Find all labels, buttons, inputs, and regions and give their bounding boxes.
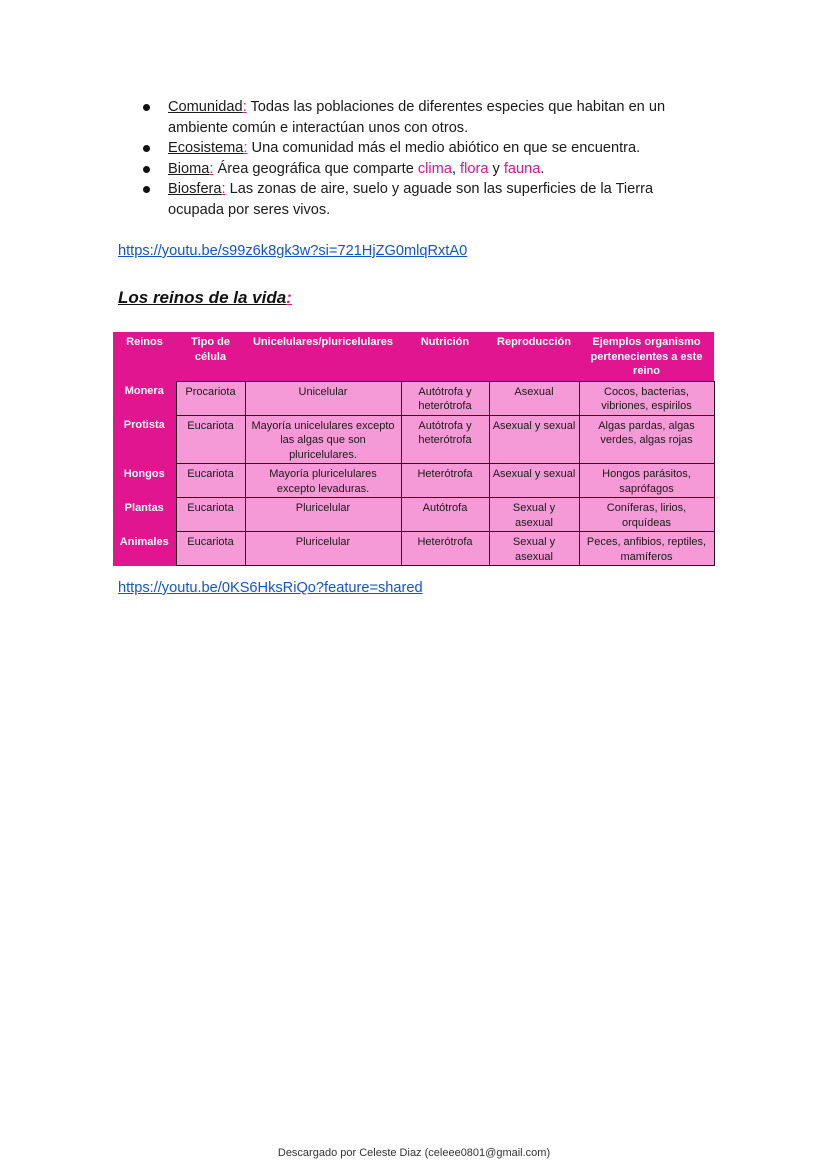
table-cell: Peces, anfibios, reptiles, mamíferos — [579, 532, 714, 566]
table-cell: Eucariota — [176, 464, 245, 498]
header-ejemplos: Ejemplos organismo pertenecientes a este reino — [579, 332, 714, 381]
bullet-icon — [143, 166, 150, 173]
definition-text: Área geográfica que comparte — [213, 160, 418, 177]
table-cell: Eucariota — [176, 415, 245, 464]
bullet-icon — [143, 186, 150, 193]
table-cell: Eucariota — [176, 498, 245, 532]
list-item — [118, 179, 698, 220]
header-tipo-celula: Tipo de célula — [176, 332, 245, 381]
term-colon: : — [242, 99, 247, 115]
table-cell: Asexual — [489, 381, 579, 415]
word-clima: clima — [417, 160, 452, 177]
table-cell: Procariota — [176, 381, 245, 415]
table-cell: Eucariota — [176, 532, 245, 566]
term-bioma: Bioma — [168, 160, 210, 177]
header-reinos: Reinos — [113, 332, 176, 381]
table-header-row — [113, 332, 714, 381]
table-cell: Unicelular — [245, 381, 401, 415]
table-cell: Hongos parásitos, saprófagos — [579, 464, 714, 498]
header-nutricion: Nutrición — [401, 332, 489, 381]
header-unicelulares: Unicelulares/pluricelulares — [245, 332, 401, 381]
table-cell: Asexual y sexual — [489, 415, 579, 464]
download-footer: Descargado por Celeste Diaz (celeee0801@gmail.com) — [277, 1147, 551, 1159]
list-item — [118, 138, 698, 159]
table-cell: Autótrofa — [401, 498, 489, 532]
term-colon: : — [243, 140, 248, 156]
table-cell: Heterótrofa — [401, 464, 489, 498]
heading-text: Los reinos de la vida — [118, 288, 287, 307]
table-cell: Algas pardas, algas verdes, algas rojas — [579, 415, 714, 464]
definition-text: Una comunidad más el medio abiótico en que se encuentra. — [247, 140, 641, 156]
kingdoms-table — [113, 332, 715, 566]
section-heading — [118, 288, 292, 308]
definition-text: Todas las poblaciones de diferentes especies que habitan en un ambiente común e interactúan unos con otros. — [168, 99, 666, 136]
word-fauna: fauna — [503, 160, 541, 177]
youtube-link-1[interactable]: https://youtu.be/s99z6k8gk3w?si=721HjZG0mlqRxtA0 — [118, 243, 468, 259]
definition-text: Las zonas de aire, suelo y aguade son las superficies de la Tierra ocupada por seres vivos. — [168, 181, 654, 218]
table-cell: Autótrofa y heterótrofa — [401, 415, 489, 464]
list-item — [118, 159, 698, 180]
youtube-link-2[interactable]: https://youtu.be/0KS6HksRiQo?feature=shared — [118, 580, 423, 596]
table-cell: Mayoría pluricelulares excepto levaduras. — [245, 464, 401, 498]
row-label: Hongos — [113, 464, 176, 498]
table-cell: Mayoría unicelulares excepto las algas que son pluricelulares. — [245, 415, 401, 464]
table-cell: Coníferas, lirios, orquídeas — [579, 498, 714, 532]
row-label: Protista — [113, 415, 176, 464]
table-cell: Heterótrofa — [401, 532, 489, 566]
list-item — [118, 97, 698, 138]
bullet-icon — [143, 104, 150, 111]
table-cell: Pluricelular — [245, 498, 401, 532]
term-biosfera: Biosfera — [168, 181, 222, 197]
term-comunidad: Comunidad — [168, 99, 243, 115]
separator: y — [488, 160, 504, 177]
table-row — [113, 464, 714, 498]
table-row — [113, 498, 714, 532]
separator: , — [451, 160, 461, 177]
table-cell: Pluricelular — [245, 532, 401, 566]
period: . — [540, 160, 545, 177]
table-cell: Sexual y asexual — [489, 532, 579, 566]
table-cell: Cocos, bacterias, vibriones, espirilos — [579, 381, 714, 415]
definitions-list — [118, 97, 698, 220]
row-label: Animales — [113, 532, 176, 566]
row-label: Monera — [113, 381, 176, 415]
heading-colon: : — [286, 288, 292, 307]
word-flora: flora — [460, 160, 489, 177]
table-cell: Sexual y asexual — [489, 498, 579, 532]
header-reproduccion: Reproducción — [489, 332, 579, 381]
bullet-icon — [143, 145, 150, 152]
table-cell: Autótrofa y heterótrofa — [401, 381, 489, 415]
table-cell: Asexual y sexual — [489, 464, 579, 498]
table-row — [113, 532, 714, 566]
term-colon: : — [221, 181, 226, 197]
table-row — [113, 381, 714, 415]
term-colon: : — [209, 160, 214, 177]
row-label: Plantas — [113, 498, 176, 532]
table-row — [113, 415, 714, 464]
term-ecosistema: Ecosistema — [168, 140, 244, 156]
